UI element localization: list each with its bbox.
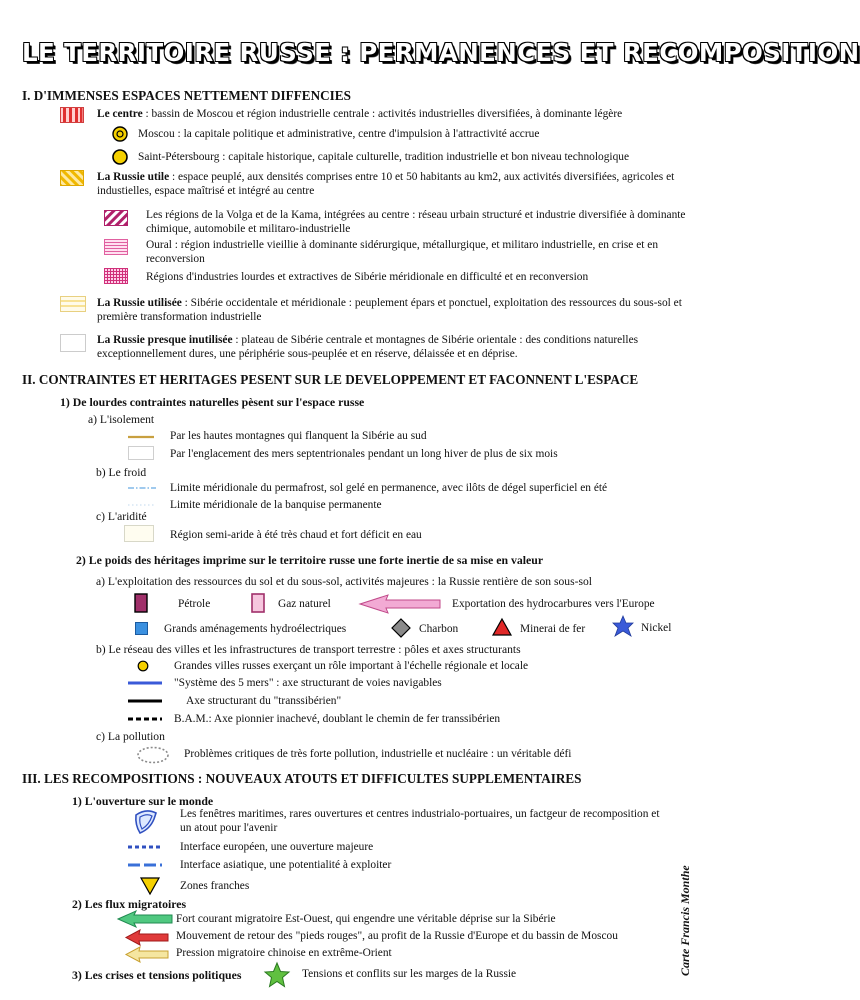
grandes-villes-text: Grandes villes russes exerçant un rôle important à l'échelle régionale et locale: [174, 660, 529, 672]
charbon-label: Charbon: [419, 623, 459, 635]
pieds-rouges-arrow: [124, 929, 170, 946]
oural-swatch: [104, 239, 128, 255]
permafrost-text: Limite méridionale du permafrost, sol gelé en permanence, avec ilôts de dégel superficiel en été: [170, 482, 608, 494]
heritages-heading: 2) Le poids des héritages imprime sur le territoire russe une forte inertie de sa mise en valeur: [76, 553, 544, 567]
centre-label: Le centre: [97, 108, 143, 120]
bam-text: B.A.M.: Axe pionnier inachevé, doublant le chemin de fer transsibérien: [174, 713, 501, 725]
export-arrow-symbol: [358, 594, 442, 614]
banquise-text: Limite méridionale de la banquise permanente: [170, 499, 382, 511]
interface-europeen-text: Interface européen, une ouverture majeure: [180, 841, 374, 853]
interface-asiatique-text: Interface asiatique, une potentialité à exploiter: [180, 859, 392, 871]
interface-europeen-line-symbol: [128, 844, 162, 850]
spb-text: Saint-Pétersbourg : capitale historique, capitale culturelle, tradition industrielle et bon niveau technologique: [138, 151, 630, 163]
petrole-label: Pétrole: [178, 598, 211, 610]
russie-inutilisee-label: La Russie presque inutilisée: [97, 334, 233, 346]
russie-inutilisee-text: : plateau de Sibérie centrale et montagnes de Sibérie orientale : des conditions naturelles exceptionnellement dures, une périphérie sous-peuplée et en réserve, délaissée et en déprise.: [97, 334, 639, 360]
russie-inutilisee-legend: [97, 334, 692, 361]
englacement-text: Par l'englacement des mers septentrionales pendant un long hiver de plus de six mois: [170, 448, 558, 460]
spb-symbol: [112, 149, 128, 165]
russie-inutilisee-swatch: [60, 334, 86, 352]
russie-utilisee-legend: [97, 297, 687, 324]
froid-heading: b) Le froid: [96, 466, 147, 479]
russie-utile-label: La Russie utile: [97, 171, 170, 183]
pollution-symbol: [136, 746, 170, 764]
flux-migratoires-heading: 2) Les flux migratoires: [72, 897, 187, 911]
export-label: Exportation des hydrocarbures vers l'Europe: [452, 598, 655, 610]
gaz-naturel-label: Gaz naturel: [278, 598, 331, 610]
centre-text: : bassin de Moscou et région industrielle centrale : activités industrielles diversifiées, à dominante légère: [142, 108, 623, 120]
russie-utile-text: : espace peuplé, aux densités comprises entre 10 et 50 habitants au km2, aux activités diversifiées, agricoles et industielles, espace maîtrisé et intégré au centre: [97, 171, 675, 197]
bam-line-symbol: [128, 716, 162, 722]
hydro-symbol: [135, 622, 148, 635]
courant-est-ouest-arrow: [116, 910, 174, 928]
charbon-symbol: [391, 618, 411, 638]
cinq-mers-line-symbol: [128, 680, 162, 686]
centre-swatch: [60, 107, 84, 123]
zones-franches-text: Zones franches: [180, 880, 250, 892]
pieds-rouges-text: Mouvement de retour des "pieds rouges", au profit de la Russie d'Europe et du bassin de Moscou: [176, 930, 618, 942]
moscou-text: Moscou : la capitale politique et administrative, centre d'impulsion à l'attractivité accrue: [138, 128, 540, 140]
nickel-symbol: [612, 615, 634, 639]
russie-utilisee-text: : Sibérie occidentale et méridionale : peuplement épars et ponctuel, exploitation des ressources du sous-sol et première transformation industrielle: [97, 297, 682, 323]
volga-text: Les régions de la Volga et de la Kama, intégrées au centre : réseau urbain structuré et industrie diversifiée à dominante chimique, automobile et militaro-industrielle: [146, 209, 686, 235]
oural-text: Oural : région industrielle vieillie à dominante sidérurgique, métallurgique, et militaro industrielle, en crise et en reconversion: [146, 239, 659, 265]
pollution-text: Problèmes critiques de très forte pollution, industrielle et nucléaire : un véritable défi: [184, 748, 572, 760]
ouverture-heading: 1) L'ouverture sur le monde: [72, 794, 214, 808]
contraintes-heading: 1) De lourdes contraintes naturelles pèsent sur l'espace russe: [60, 395, 365, 409]
permafrost-line-symbol: [128, 485, 156, 491]
gaz-naturel-symbol: [251, 593, 265, 613]
montagnes-text: Par les hautes montagnes qui flanquent la Sibérie au sud: [170, 430, 427, 442]
pression-chinoise-arrow: [124, 946, 170, 963]
section-3-heading: III. LES RECOMPOSITIONS : NOUVEAUX ATOUTS ET DIFFICULTES SUPPLEMENTAIRES: [22, 771, 582, 786]
fenetres-maritimes-text: Les fenêtres maritimes, rares ouvertures et centres industrialo-portuaires, un factgeur de recomposition et un atout pour l'avenir: [180, 808, 660, 834]
montagnes-line-symbol: [128, 434, 154, 440]
transsiberien-line-symbol: [128, 698, 162, 704]
siberie-industries-text: Régions d'industries lourdes et extractives de Sibérie méridionale en difficulté et en reconversion: [146, 271, 589, 283]
aridite-heading: c) L'aridité: [96, 510, 147, 523]
exploitation-heading: a) L'exploitation des ressources du sol et du sous-sol, activités majeures : la Russie rentière de son sous-sol: [96, 575, 593, 588]
isolement-heading: a) L'isolement: [88, 413, 155, 426]
author-signature: Carte Francis Monthe: [678, 865, 692, 976]
pression-chinoise-text: Pression migratoire chinoise en extrême-Orient: [176, 947, 392, 959]
section-2-heading: II. CONTRAINTES ET HERITAGES PESENT SUR LE DEVELOPPEMENT ET FACONNENT L'ESPACE: [22, 372, 639, 387]
nickel-label: Nickel: [641, 622, 672, 634]
semi-aride-text: Région semi-aride à été très chaud et fort déficit en eau: [170, 529, 422, 541]
banquise-line-symbol: [128, 502, 156, 508]
tensions-star-symbol: [264, 962, 290, 988]
semi-aride-swatch: [124, 525, 154, 542]
transsiberien-text: Axe structurant du "transsibérien": [186, 695, 342, 707]
russie-utile-swatch: [60, 170, 84, 186]
minerai-symbol: [492, 618, 512, 636]
grandes-villes-symbol: [137, 660, 149, 672]
petrole-symbol: [134, 593, 148, 613]
interface-asiatique-line-symbol: [128, 862, 162, 868]
zones-franches-symbol: [140, 876, 160, 896]
minerai-label: Minerai de fer: [520, 623, 586, 635]
reseau-heading: b) Le réseau des villes et les infrastructures de transport terrestre : pôles et axes structurants: [96, 643, 521, 656]
pollution-heading: c) La pollution: [96, 730, 165, 743]
volga-swatch: [104, 210, 128, 226]
courant-est-ouest-text: Fort courant migratoire Est-Ouest, qui engendre une véritable déprise sur la Sibérie: [176, 913, 556, 925]
crises-heading: 3) Les crises et tensions politiques: [72, 968, 242, 982]
cinq-mers-text: "Système des 5 mers" : axe structurant de voies navigables: [174, 677, 442, 689]
hydro-label: Grands aménagements hydroélectriques: [164, 623, 347, 635]
russie-utile-legend: [97, 171, 687, 198]
siberie-industries-swatch: [104, 268, 128, 284]
englacement-swatch: [128, 446, 154, 460]
tensions-text: Tensions et conflits sur les marges de la Russie: [302, 968, 517, 980]
russie-utilisee-label: La Russie utilisée: [97, 297, 182, 309]
fenetres-maritimes-symbol: [132, 807, 160, 835]
page-title: LE TERRITOIRE RUSSE : PERMANENCES ET RECOMPOSITION: [22, 38, 860, 67]
moscou-symbol: [112, 126, 128, 142]
russie-utilisee-swatch: [60, 296, 86, 312]
centre-legend: [97, 108, 622, 120]
section-1-heading: I. D'IMMENSES ESPACES NETTEMENT DIFFENCIES: [22, 88, 351, 103]
